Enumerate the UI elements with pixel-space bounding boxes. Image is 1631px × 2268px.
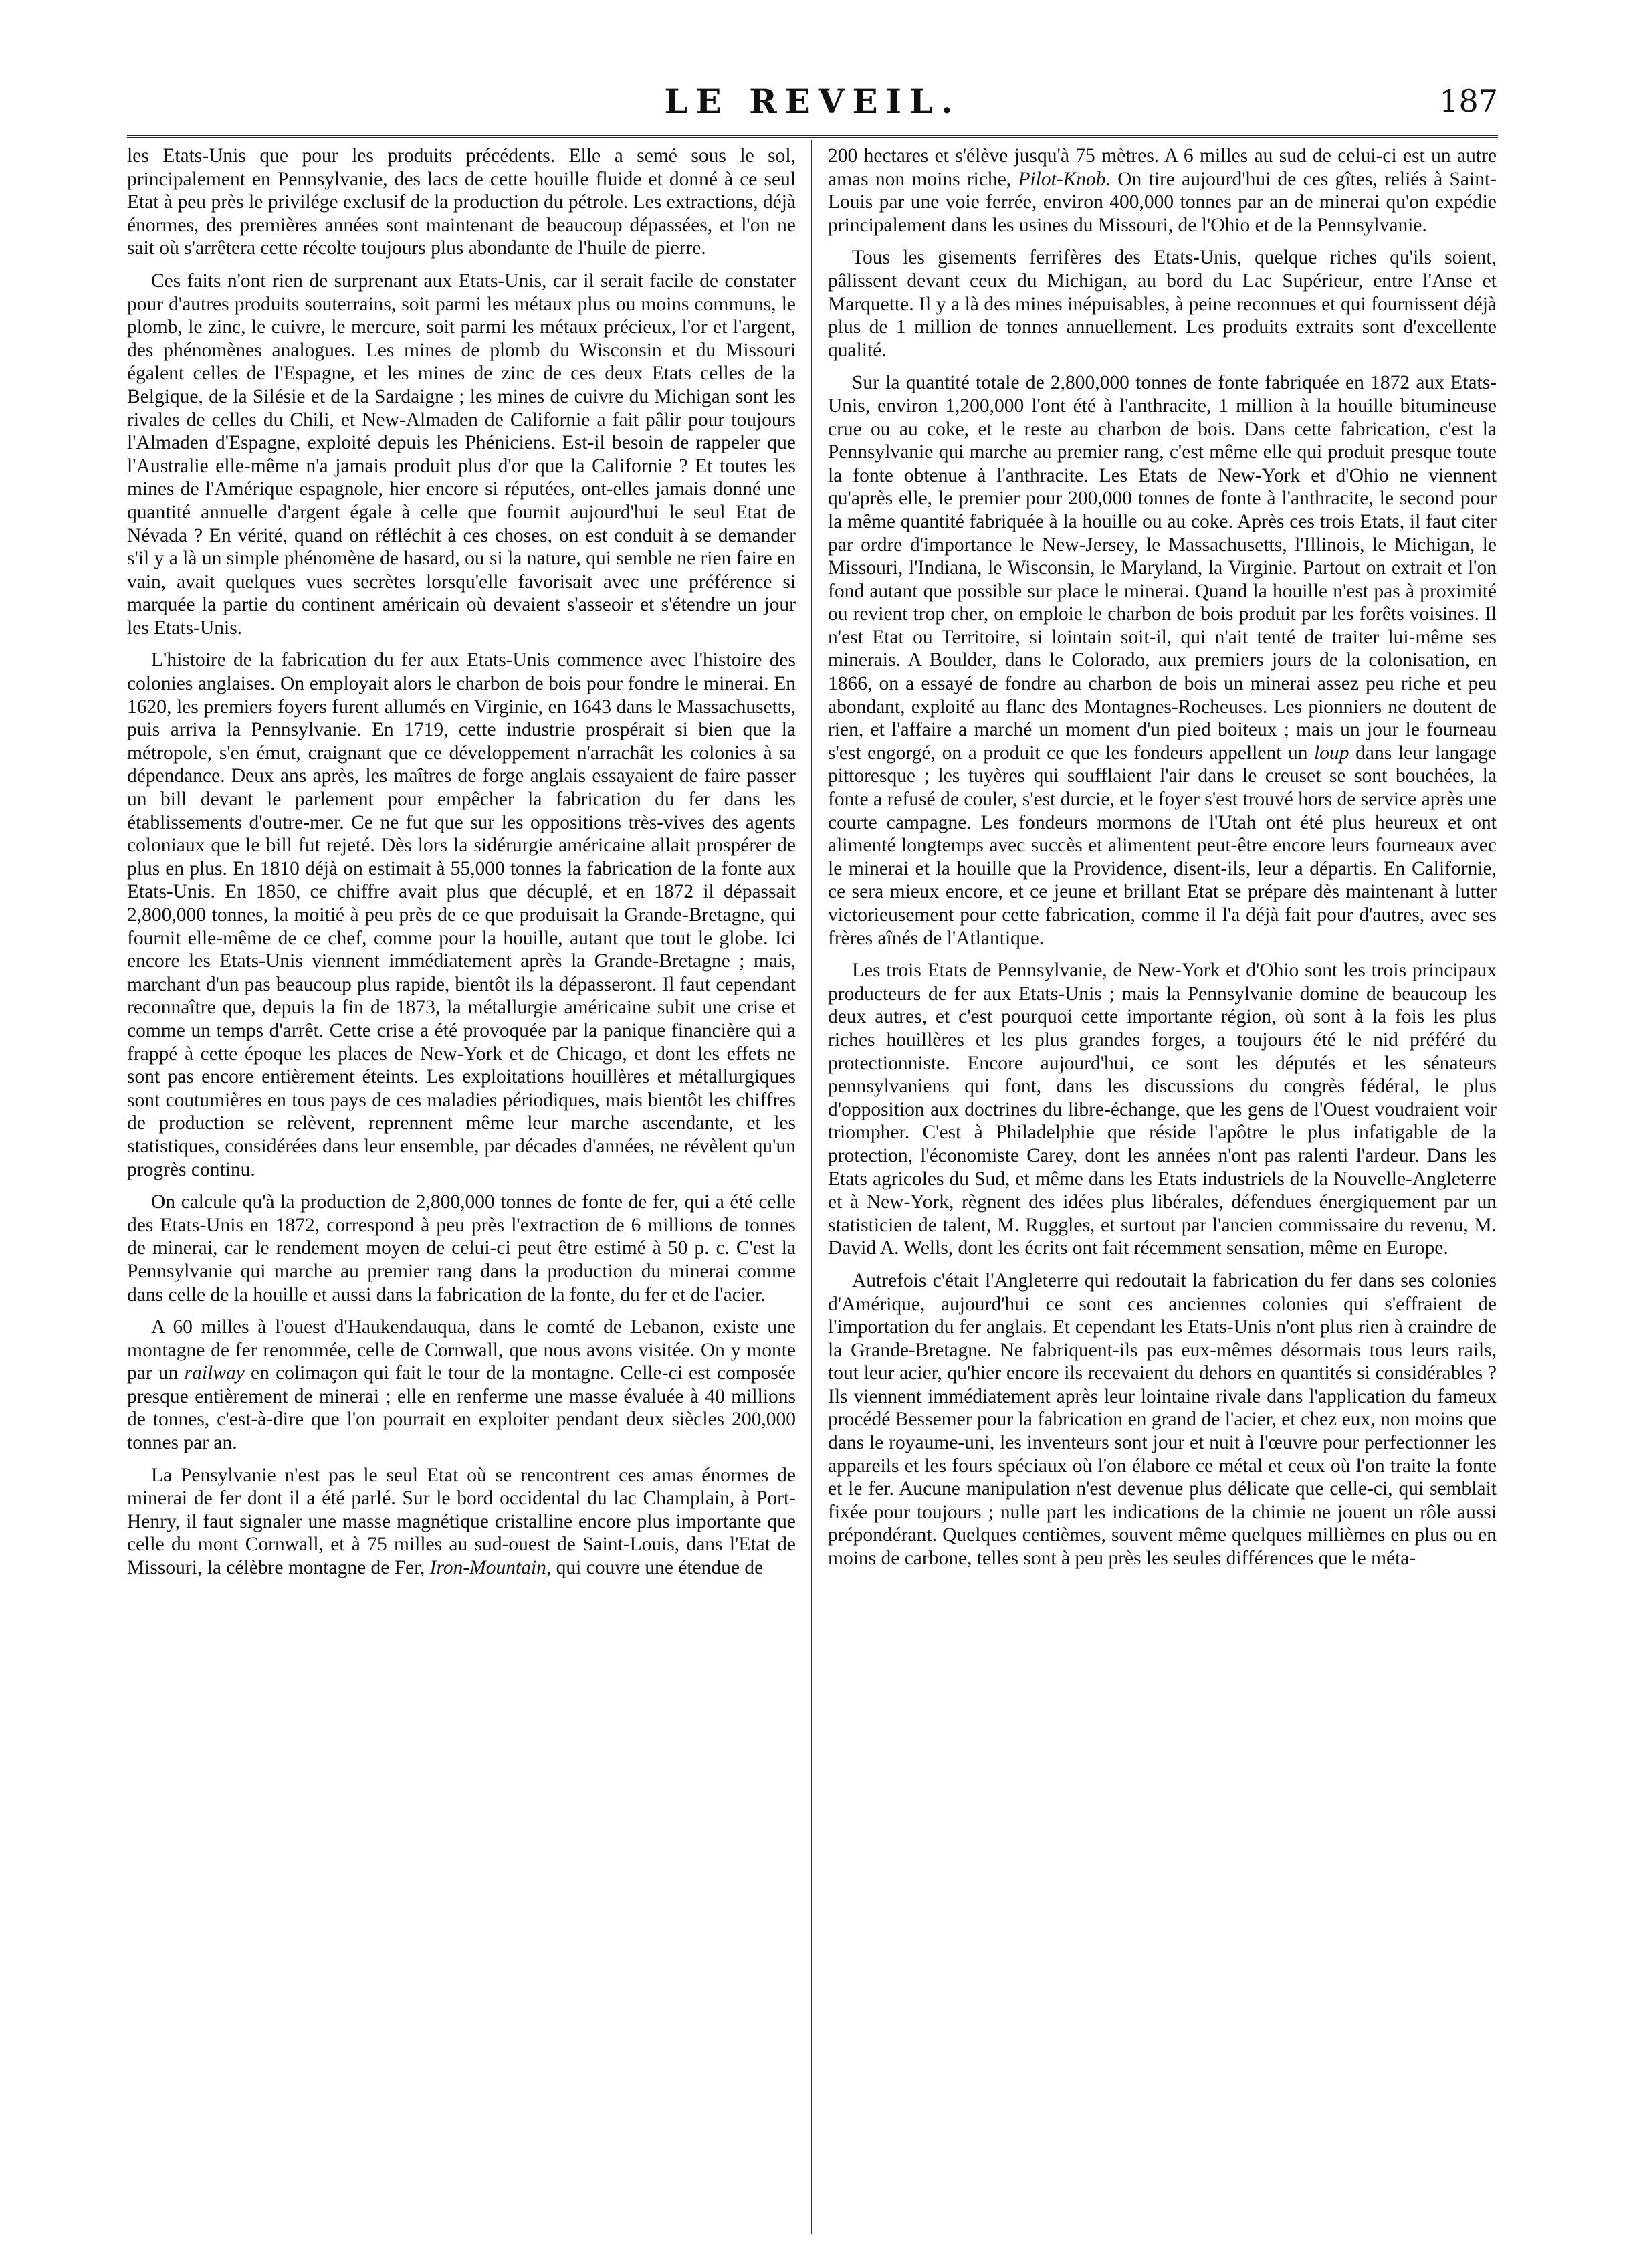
right-paragraph-2: Tous les gisements ferrifères des Etats-Unis, quelque riches qu'ils soient, pâlissent devant ceux du Michigan, au bord du Lac Supérieur, entre l'Anse et Marquette. Il y a là des mines inépuisables, à peine reconnues et qui fournissent déjà plus de 1 million de tonnes annuellement. Les produits extraits sont d'excellente qualité. [828,247,1497,361]
left-p5-text-a: A 60 milles à l'ouest d'Haukendauqua, dans le comté de Lebanon, existe une montagne de fer renommée, celle de Cornwall, que nous avons visitée. On y monte par un [127,1316,796,1384]
left-p6-text-b: qui couvre une étendue de [551,1557,764,1579]
page-number: 187 [1439,83,1498,119]
left-paragraph-1: les Etats-Unis que pour les produits précédents. Elle a semé sous le sol, principalement en Pennsylvanie, des lacs de cette houille fluide et donné à ce seul Etat à peu près le privilége exclusif de la production du pétrole. Les extractions, déjà énormes, des premières années sont maintenant de beaucoup dépassées, et l'on ne sait où s'arrêtera cette récolte toujours plus abondante de l'huile de pierre. [127,145,796,260]
left-p5-italic: railway [184,1362,245,1384]
right-paragraph-3 [828,371,1497,950]
right-column [828,144,1497,2231]
header-rule [127,135,1498,138]
right-p1-italic: Pilot-Knob. [1018,168,1111,190]
left-paragraph-6 [127,1464,796,1580]
right-p3-text-a: Sur la quantité totale de 2,800,000 tonnes de fonte fabriquée en 1872 aux Etats-Unis, environ 1,200,000 l'ont été à l'anthracite, 1 million à la houille bitumineuse crue ou au coke, et le reste au charbon de bois. Dans cette fabrication, c'est la Pennsylvanie qui marche au premier rang, c'est même elle qui produit presque toute la fonte obtenue à l'anthracite. Les Etats de New-York et d'Ohio ne viennent qu'après elle, le premier pour 200,000 tonnes de fonte à l'anthracite, le second pour la même quantité fabriquée à la houille ou au coke. Après ces trois Etats, il faut citer par ordre d'importance le New-Jersey, le Massachusetts, l'Illinois, le Michigan, le Missouri, l'Indiana, le Wisconsin, le Maryland, la Virginie. Partout on extrait et l'on fond autant que possible sur place le minerai. Quand la houille n'est pas à proximité ou revient trop cher, on emploie le charbon de bois produit par les forêts voisines. Il n'est Etat ou Territoire, si lointain soit-il, qui n'ait tenté de traiter lui-même ses minerais. A Boulder, dans le Colorado, aux premiers jours de la colonisation, en 1866, on a essayé de fondre au charbon de bois un minerai assez peu riche et peu abondant, exploité au flanc des Montagnes-Rocheuses. Les pionniers ne doutent de rien, et l'affaire a marché un moment d'un pied boiteux ; mais un jour le fourneau s'est engorgé, on a produit ce que les fondeurs appellent un [828,372,1497,764]
right-p3-italic: loup [1314,742,1349,764]
right-paragraph-5: Autrefois c'était l'Angleterre qui redoutait la fabrication du fer dans ses colonies d'Amérique, aujourd'hui ce sont ces anciennes colonies qui s'effraient de l'importation du fer anglais. Et cependant les Etats-Unis n'ont plus rien à craindre de la Grande-Bretagne. Ne fabriquent-ils pas eux-mêmes désormais tous leurs rails, tout leur acier, qu'hier encore ils recevaient du dehors en quantités si considérables ? Ils viennent immédiatement après leur lointaine rivale dans l'application du fameux procédé Bessemer pour la fabrication en grand de l'acier, et chez eux, non moins que dans le royaume-uni, les inventeurs sont jour et nuit à l'œuvre pour perfectionner les appareils et les fours spéciaux où l'on élabore ce métal et ceux où l'on traite la fonte et le fer. Aucune manipulation n'est devenue plus délicate que celle-ci, qui semblait fixée pour toujours ; nulle part les indications de la chimie ne jouent un rôle aussi prépondérant. Quelques centièmes, souvent même quelques millièmes en plus ou en moins de carbone, telles sont à peu près les seules différences que le méta- [828,1269,1497,1570]
right-paragraph-1 [828,144,1497,237]
left-paragraph-2: Ces faits n'ont rien de surprenant aux Etats-Unis, car il serait facile de constater pour d'autres produits souterrains, soit parmi les métaux plus ou moins communs, le plomb, le zinc, le cuivre, le mercure, soit parmi les métaux précieux, l'or et l'argent, des phénomènes analogues. Les mines de plomb du Wisconsin et du Missouri égalent celles de l'Espagne, et les mines de zinc de ces deux Etats celles de la Belgique, de la Silésie et de la Sardaigne ; les mines de cuivre du Michigan sont les rivales de celles du Chili, et New-Almaden de Californie a fait pâlir pour toujours l'Almaden d'Espagne, exploité depuis les Phéniciens. Est-il besoin de rappeler que l'Australie elle-même n'a jamais produit plus d'or que la Californie ? Et toutes les mines de l'Amérique espagnole, hier encore si réputées, ont-elles jamais donné une quantité annuelle d'argent égale à celle que fournit aujourd'hui le seul Etat de Névada ? En vérité, quand on réfléchit à ces choses, on est conduit à se demander s'il y a là un simple phénomène de hasard, ou si la nature, qui semble ne rien faire en vain, avait quelques vues secrètes lorsqu'elle favorisait avec une préférence si marquée la partie du continent américain où devaient s'asseoir et s'étendre un jour les Etats-Unis. [127,270,796,639]
left-paragraph-5 [127,1316,796,1455]
left-paragraph-4: On calcule qu'à la production de 2,800,000 tonnes de fonte de fer, qui a été celle des Etats-Unis en 1872, correspond à peu près l'extraction de 6 millions de tonnes de minerai, car le rendement moyen de celui-ci peut être estimé à 50 p. c. C'est la Pennsylvanie qui marche au premier rang dans la production du minerai comme dans celle de la houille et aussi dans la fabrication de la fonte, du fer et de l'acier. [127,1191,796,1306]
left-column [127,144,796,2231]
running-title: LE REVEIL. [664,82,961,121]
right-paragraph-4: Les trois Etats de Pennsylvanie, de New-York et d'Ohio sont les trois principaux producteurs de fer aux Etats-Unis ; mais la Pennsylvanie domine de beaucoup les deux autres, et c'est pourquoi cette importante région, où sont à la fois les plus riches houillères et les plus grandes forges, a toujours été le nid préféré du protectionniste. Encore aujourd'hui, ce sont les députés et les sénateurs pennsylvaniens qui font, dans les discussions du congrès fédéral, le plus d'opposition aux doctrines du libre-échange, que les gens de l'Ouest voudraient voir triompher. C'est à Philadelphie que réside l'apôtre le plus infatigable de la protection, l'économiste Carey, dont les années n'ont pas ralenti l'ardeur. Dans les Etats agricoles du Sud, et même dans les Etats industriels de la Nouvelle-Angleterre et à New-York, règnent des idées plus libérales, défendues énergiquement par un statisticien de talent, M. Ruggles, et surtout par l'ancien commissaire du revenu, M. David A. Wells, dont les écrits ont fait récemment sensation, même en Europe. [828,960,1497,1259]
right-p3-text-b: dans leur langage pittoresque ; les tuyères qui soufflaient l'air dans le creuset se sont bouchées, la fonte a refusé de couler, s'est durcie, et le foyer s'est trouvé hors de service après une courte campagne. Les fondeurs mormons de l'Utah ont été plus heureux et ont alimenté longtemps avec succès et alimentent peut-être encore leurs fourneaux avec le minerai et la houille que la Providence, disent-ils, leur a départis. En Californie, ce sera mieux encore, et ce jeune et brillant Etat se prépare dès maintenant à lutter victorieusement pour cette fabrication, comme il l'a déjà fait pour d'autres, avec ses frères aînés de l'Atlantique. [828,742,1497,949]
right-p1-text-a: 200 hectares et s'élève jusqu'à 75 mètres. A 6 milles au sud de celui-ci est un autre amas non moins riche, [828,145,1497,190]
left-p6-text-a: La Pensylvanie n'est pas le seul Etat où se rencontrent ces amas énormes de minerai de fer dont il a été parlé. Sur le bord occidental du lac Champlain, à Port-Henry, il faut signaler une masse magnétique cristalline encore plus importante que celle du mont Cornwall, et à 75 milles au sud-ouest de Saint-Louis, dans l'Etat de Missouri, la célèbre montagne de Fer, [127,1464,796,1579]
page-header [127,82,1498,135]
left-p6-italic: Iron-Mountain, [429,1557,552,1579]
column-divider [811,140,812,2234]
left-p5-text-b: en colimaçon qui fait le tour de la montagne. Celle-ci est composée presque entièrement de minerai ; elle en renferme une masse évaluée à 40 millions de tonnes, c'est-à-dire que l'on pourrait en exploiter pendant deux siècles 200,000 tonnes par an. [127,1362,796,1454]
left-paragraph-3: L'histoire de la fabrication du fer aux Etats-Unis commence avec l'histoire des colonies anglaises. On employait alors le charbon de bois pour fondre le minerai. En 1620, les premiers foyers furent allumés en Virginie, en 1643 dans le Massachusetts, puis arriva la Pennsylvanie. En 1719, cette industrie prospérait si bien que la métropole, s'en émut, craignant que ce développement n'arrachât les colonies à sa dépendance. Deux ans après, les maîtres de forge anglais essayaient de faire passer un bill devant le parlement pour empêcher la fabrication du fer dans les établissements d'outre-mer. Ce ne fut que sur les oppositions très-vives des agents coloniaux que le bill fut rejeté. Dès lors la sidérurgie américaine allait prospérer de plus en plus. En 1810 déjà on estimait à 55,000 tonnes la fabrication de la fonte aux Etats-Unis. En 1850, ce chiffre avait plus que décuplé, et en 1872 il dépassait 2,800,000 tonnes, la moitié à peu près de ce que produisait la Grande-Bretagne, qui fournit elle-même de ce chef, comme pour la houille, autant que tout le globe. Ici encore les Etats-Unis viennent immédiatement après la Grande-Bretagne ; mais, marchant d'un pas beaucoup plus rapide, bientôt ils la dépasseront. Il faut cependant reconnaître que, depuis la fin de 1873, la métallurgie américaine subit une crise et comme un temps d'arrêt. Cette crise a été provoquée par la panique financière qui a frappé à cette époque les places de New-York et de Chicago, et dont les effets ne sont pas encore entièrement éteints. Les exploitations houillères et métallurgiques sont coutumières en tous pays de ces maladies périodiques, mais bientôt les chiffres de production se relèvent, reprennent même leur marche ascendante, et les statistiques, considérées dans leur ensemble, par décades d'années, ne révèlent qu'un progrès continu. [127,649,796,1180]
right-p1-text-b: On tire aujourd'hui de ces gîtes, reliés à Saint-Louis par une voie ferrée, environ 400,000 tonnes par an de minerai qu'on expédie principalement dans les usines du Missouri, de l'Ohio et de la Pennsylvanie. [828,168,1497,236]
